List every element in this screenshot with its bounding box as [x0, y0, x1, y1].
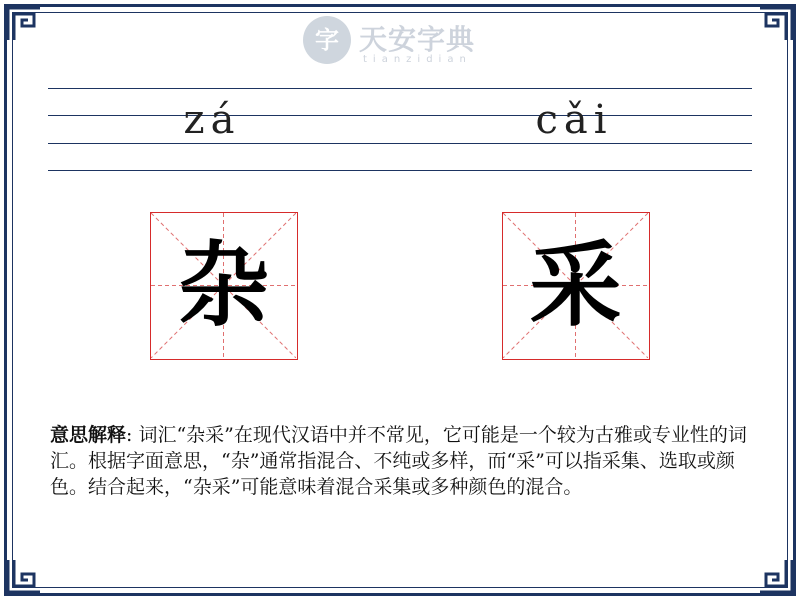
character-2: 采: [529, 231, 622, 339]
ruled-line: [48, 88, 752, 89]
logo-emblem-glyph: 字: [315, 25, 339, 54]
meaning-label: 意思解释: [50, 424, 127, 446]
logo-subtitle: tianzidian: [363, 54, 472, 65]
corner-ornament-bottom-right: [756, 556, 796, 596]
logo-emblem: [303, 16, 351, 64]
meaning-text: : 词汇“杂采”在现代汉语中并不常见，它可能是一个较为古雅或专业性的词汇。根据字面意思，“杂”通常指混合、不纯或多样，而“采”可以指采集、选取或颜色。结合起来，“杂采”可能意味着混合采集或多种颜色的混合。: [50, 424, 747, 498]
character-box-2: [502, 212, 650, 360]
corner-ornament-top-left: [4, 4, 44, 44]
site-logo: [303, 14, 503, 70]
ruled-line: [48, 170, 752, 171]
corner-ornament-bottom-left: [4, 556, 44, 596]
corner-ornament-top-right: [756, 4, 796, 44]
pinyin-2: cǎi: [535, 97, 613, 143]
pinyin-1: zá: [183, 97, 241, 143]
character-box-1: [150, 212, 298, 360]
character-1: 杂: [177, 231, 270, 339]
logo-name: 天安字典: [359, 23, 476, 56]
meaning-paragraph: [50, 422, 752, 500]
